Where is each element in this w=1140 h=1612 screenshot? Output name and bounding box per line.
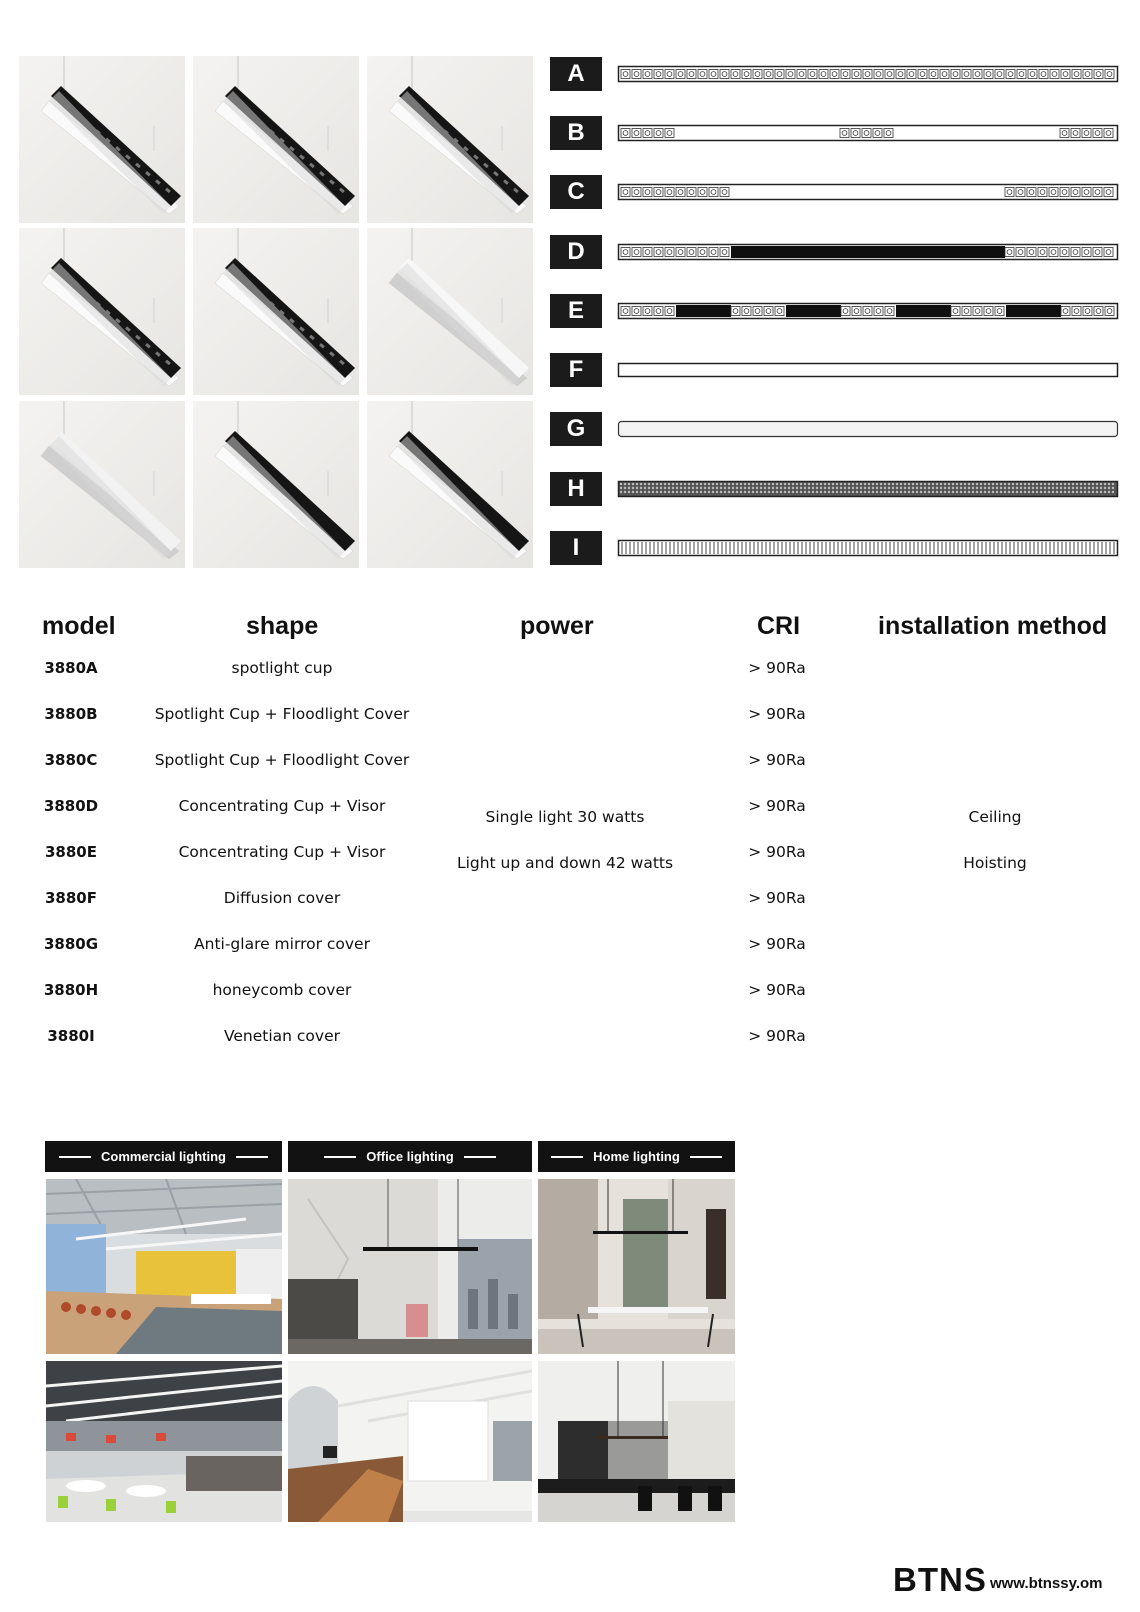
table-row [0, 648, 1140, 688]
variant-letter-b: B [550, 116, 602, 150]
variant-strip-d [618, 244, 1118, 260]
header-installation: installation method [878, 612, 1108, 640]
header-shape: shape [246, 612, 319, 640]
variant-strip-h [618, 481, 1118, 497]
product-photo [193, 56, 359, 223]
variant-strip-a [618, 66, 1118, 82]
model-cell: 3880E [45, 843, 97, 861]
header-cri: CRI [757, 612, 801, 640]
commercial-lighting-heading [45, 1141, 282, 1172]
model-cell: 3880B [44, 705, 98, 723]
model-cell: 3880A [44, 659, 98, 677]
variant-letter-d: D [550, 235, 602, 269]
model-cell: 3880D [43, 797, 99, 815]
office-lighting-heading [288, 1141, 532, 1172]
shape-cell: spotlight cup [231, 659, 333, 677]
cri-cell: > 90Ra [748, 751, 806, 769]
header-power: power [520, 612, 594, 640]
shape-cell: Concentrating Cup + Visor [178, 797, 386, 815]
model-cell: 3880F [45, 889, 97, 907]
cri-cell: > 90Ra [748, 797, 806, 815]
table-row [0, 878, 1140, 918]
variant-letter-h: H [550, 472, 602, 506]
variant-strip-i [618, 540, 1118, 556]
variant-letter-f: F [550, 353, 602, 387]
variant-letter-c: C [550, 175, 602, 209]
cri-cell: > 90Ra [748, 981, 806, 999]
office-scene-reception [288, 1361, 532, 1522]
brand-logo-text: BTNS [893, 1561, 987, 1598]
commercial-lighting-label: Commercial lighting [101, 1149, 226, 1164]
office-lighting-label: Office lighting [366, 1149, 454, 1164]
shape-cell: honeycomb cover [212, 981, 352, 999]
cri-cell: > 90Ra [748, 935, 806, 953]
variant-letter-a: A [550, 57, 602, 91]
variant-letter-i: I [550, 531, 602, 565]
model-cell: 3880H [43, 981, 99, 999]
model-cell: 3880G [43, 935, 99, 953]
website-text: www.btnssy.om [990, 1575, 1103, 1592]
table-row [0, 694, 1140, 734]
variant-strip-e [618, 303, 1118, 319]
home-lighting-heading [538, 1141, 735, 1172]
table-row [0, 1016, 1140, 1056]
power-single: Single light 30 watts [485, 808, 645, 826]
cri-cell: > 90Ra [748, 889, 806, 907]
variant-strip-b [618, 125, 1118, 141]
home-lighting-label: Home lighting [593, 1149, 680, 1164]
shape-cell: Spotlight Cup + Floodlight Cover [154, 751, 410, 769]
product-photo [367, 228, 533, 395]
variant-letter-e: E [550, 294, 602, 328]
shape-cell: Concentrating Cup + Visor [178, 843, 386, 861]
product-photo [193, 228, 359, 395]
variant-strip-f [618, 362, 1118, 378]
product-photo [19, 56, 185, 223]
shape-cell: Venetian cover [223, 1027, 340, 1045]
table-row [0, 740, 1140, 780]
cri-cell: > 90Ra [748, 843, 806, 861]
product-photo [193, 401, 359, 568]
shape-cell: Anti-glare mirror cover [194, 935, 370, 953]
table-row [0, 924, 1140, 964]
variant-strip-c [618, 184, 1118, 200]
variant-strip-g [618, 421, 1118, 437]
home-scene-dining [538, 1179, 735, 1354]
cri-cell: > 90Ra [748, 705, 806, 723]
commercial-scene-cafe [46, 1179, 282, 1354]
product-photo [19, 228, 185, 395]
shape-cell: Diffusion cover [223, 889, 341, 907]
model-cell: 3880I [47, 1027, 95, 1045]
product-photo [19, 401, 185, 568]
cri-cell: > 90Ra [748, 1027, 806, 1045]
product-photo [367, 401, 533, 568]
installation-hoisting: Hoisting [963, 854, 1027, 872]
table-row [0, 970, 1140, 1010]
home-scene-kitchen [538, 1361, 735, 1522]
model-cell: 3880C [44, 751, 98, 769]
shape-cell: Spotlight Cup + Floodlight Cover [154, 705, 410, 723]
header-model: model [42, 612, 116, 640]
office-scene-desk [288, 1179, 532, 1354]
power-updown: Light up and down 42 watts [456, 854, 674, 872]
commercial-scene-canteen [46, 1361, 282, 1522]
product-photo [367, 56, 533, 223]
cri-cell: > 90Ra [748, 659, 806, 677]
variant-letter-g: G [550, 412, 602, 446]
installation-ceiling: Ceiling [968, 808, 1022, 826]
